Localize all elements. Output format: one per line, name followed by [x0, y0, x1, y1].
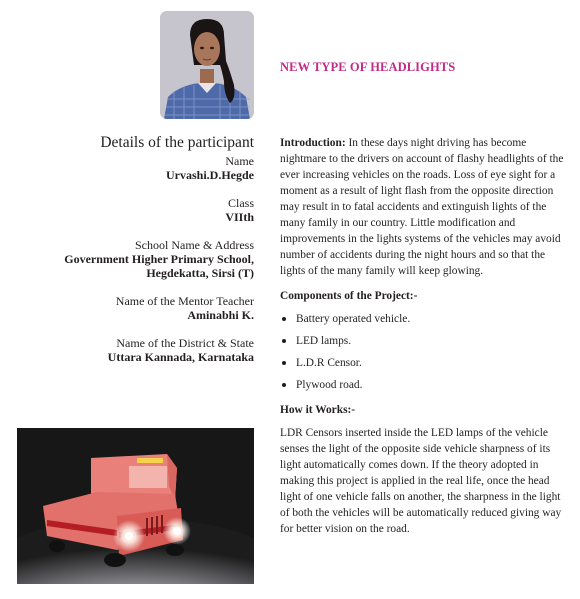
- participant-photo: [160, 11, 254, 119]
- mentor-value: Aminabhi K.: [187, 308, 254, 322]
- district-value: Uttara Kannada, Karnataka: [107, 350, 254, 364]
- how-it-works-heading: How it Works:-: [280, 404, 356, 416]
- introduction-paragraph: [280, 135, 570, 279]
- class-label: Class: [227, 196, 254, 210]
- list-item: LED lamps.: [280, 333, 570, 349]
- components-list: [280, 311, 570, 393]
- introduction-label: Introduction:: [280, 137, 346, 149]
- bullet-icon: [282, 383, 286, 387]
- details-heading: Details of the participant: [100, 134, 254, 151]
- bullet-icon: [282, 361, 286, 365]
- list-item: Plywood road.: [280, 377, 570, 393]
- school-value-line-1: Government Higher Primary School,: [64, 252, 254, 266]
- class-value: VIIth: [225, 210, 254, 224]
- list-item: Battery operated vehicle.: [280, 311, 570, 327]
- project-content: [280, 135, 570, 537]
- how-it-works-text: LDR Censors inserted inside the LED lamps of the vehicle senses the light of the opposite side vehicle sharpness of its light automatically comes down. If the theory adopted in making this project is applied in the real life, once the head light of one vehicle falls on another, the sharpness in the light of both the vehicles will be automatically reduced giving way for better vision on the road.: [280, 427, 562, 535]
- district-label: Name of the District & State: [116, 336, 254, 350]
- school-label: School Name & Address: [135, 238, 254, 252]
- list-item: L.D.R Censor.: [280, 355, 570, 371]
- project-model-photo: [17, 428, 254, 584]
- introduction-text: In these days night driving has become nightmare to the drivers on account of flashy headlights of the ever increasing vehicles on the roads. Loss of eye sight for a moment as a result of light flash from the opposite direction may result in to fatal accidents and extinguish lights of the many family in our country. Little modification and improvements in the lights systems of the vehicles may avoid number of accidents during the night hours and so that the lights of the many family will keep glowing.: [280, 137, 564, 277]
- project-title: NEW TYPE OF HEADLIGHTS: [280, 60, 456, 74]
- mentor-label: Name of the Mentor Teacher: [115, 294, 254, 308]
- components-heading: Components of the Project:-: [280, 290, 418, 302]
- participant-details: [40, 134, 254, 364]
- name-label: Name: [225, 154, 254, 168]
- bullet-icon: [282, 317, 286, 321]
- school-value-line-2: Hegdekatta, Sirsi (T): [146, 266, 254, 280]
- name-value: Urvashi.D.Hegde: [166, 168, 254, 182]
- bullet-icon: [282, 339, 286, 343]
